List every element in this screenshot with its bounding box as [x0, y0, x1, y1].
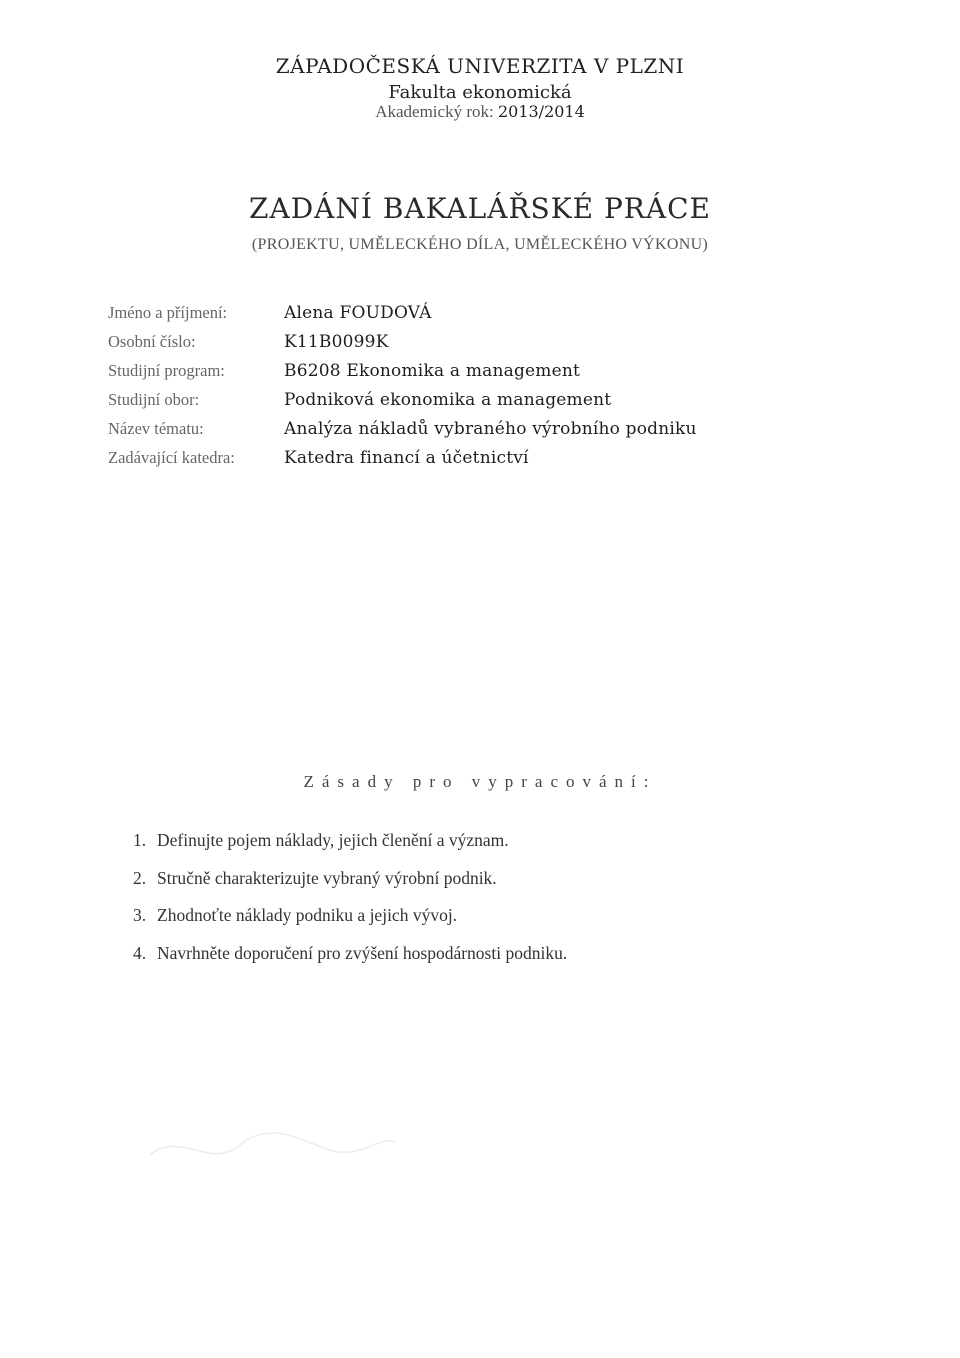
task-number: 4. — [133, 942, 147, 963]
info-label: Jméno a příjmení: — [108, 303, 228, 322]
task-text: Stručně charakterizujte vybraný výrobní podnik. — [157, 867, 497, 888]
list-item — [133, 943, 893, 981]
task-text: Definujte pojem náklady, jejich členění a význam. — [157, 830, 509, 850]
faculty-name: Fakulta ekonomická — [388, 82, 572, 103]
info-value: Podniková ekonomika a management — [284, 390, 612, 410]
info-value: Alena FOUDOVÁ — [284, 303, 432, 323]
info-row-study-field — [108, 390, 828, 419]
task-number: 1. — [133, 830, 147, 850]
info-value: K11B0099K — [284, 332, 389, 352]
academic-year — [0, 102, 960, 122]
task-list — [133, 830, 893, 980]
list-item — [133, 830, 893, 868]
info-row-study-program — [108, 361, 828, 390]
info-row-topic — [108, 419, 828, 448]
principles-heading: Zásady pro vypracování: — [303, 772, 657, 791]
info-label: Studijní obor: — [108, 390, 200, 409]
info-label: Osobní číslo: — [108, 332, 196, 351]
info-value: Katedra financí a účetnictví — [284, 448, 529, 468]
info-value: B6208 Ekonomika a management — [284, 361, 581, 381]
list-item — [133, 868, 893, 906]
academic-year-label: Akademický rok: — [375, 102, 494, 121]
university-name: ZÁPADOČESKÁ UNIVERZITA V PLZNI — [275, 54, 685, 78]
info-label: Studijní program: — [108, 361, 225, 380]
info-label: Zadávající katedra: — [108, 448, 235, 467]
task-number: 2. — [133, 867, 147, 888]
student-info-table — [108, 303, 828, 477]
task-text: Zhodnoťte náklady podniku a jejich vývoj. — [157, 905, 458, 925]
info-row-name — [108, 303, 828, 332]
info-value: Analýza nákladů vybraného výrobního podniku — [284, 419, 697, 439]
info-row-department — [108, 448, 828, 477]
task-number: 3. — [133, 905, 147, 925]
info-row-personal-number — [108, 332, 828, 361]
faint-signature-mark — [140, 1100, 400, 1180]
document-subtitle: (PROJEKTU, UMĚLECKÉHO DÍLA, UMĚLECKÉHO VÝKONU) — [251, 236, 709, 253]
document-title: ZADÁNÍ BAKALÁŘSKÉ PRÁCE — [249, 192, 711, 225]
info-label: Název tématu: — [108, 419, 204, 438]
task-text: Navrhněte doporučení pro zvýšení hospodárnosti podniku. — [157, 942, 568, 963]
list-item — [133, 905, 893, 943]
academic-year-value: 2013/2014 — [497, 102, 585, 121]
